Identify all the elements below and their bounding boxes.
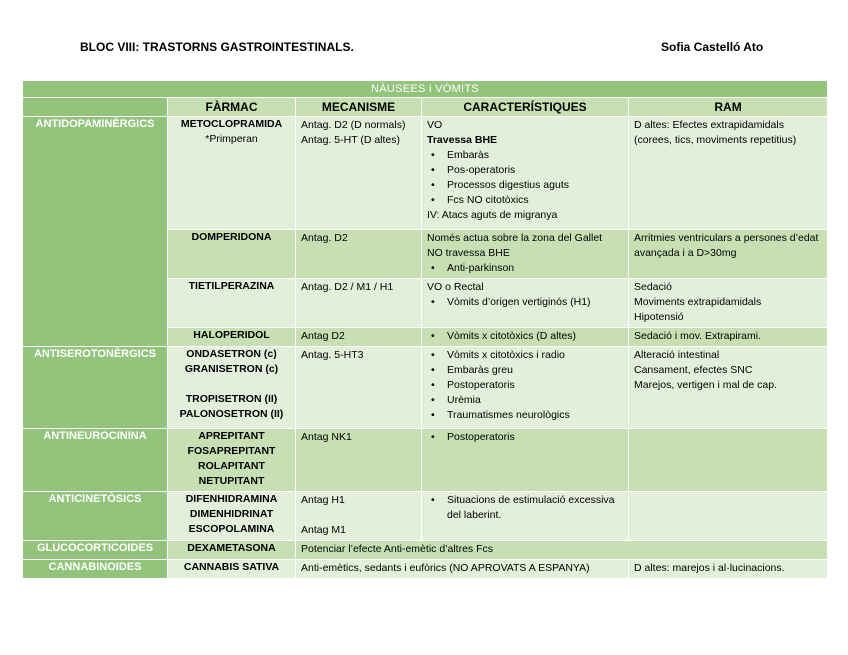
drug-cell [168,560,296,579]
list-item: • Postoperatoris [427,378,623,393]
drug-name: DIMENHIDRINAT [189,508,274,520]
characteristic-text: VO o Rectal [427,281,484,293]
characteristics-list [427,261,623,276]
mechanism-cell [296,560,629,579]
drug-name: TROPISETRON (II) [185,393,278,405]
drug-name: APREPITANT [198,430,265,442]
list-item: • Vòmits x citotòxics (D altes) [427,329,623,344]
characteristics-cell [422,347,629,429]
list-item: • Traumatismes neurològics [427,408,623,423]
group-glucocorticoides: GLUCOCORTICOIDES [23,541,168,560]
group-antidopaminergics: ANTIDOPAMINÈRGICS [23,117,168,347]
mechanism-text: Antag NK1 [301,431,352,443]
mechanism-text: Antag. D2 / M1 / H1 [301,281,394,293]
list-item: • Urèmia [427,393,623,408]
drug-name: DOMPERIDONA [191,231,272,243]
drug-cell [168,328,296,347]
ram-cell [629,560,828,579]
list-item: • Embaràs [427,148,623,163]
list-item: • Vòmits x citotòxics i radio [427,348,623,363]
ram-text: D altes: Efectes extrapidamidals (corees, tics, moviments repetitius) [634,119,797,146]
drug-name: FOSAPREPITANT [187,445,276,457]
column-header-mecanisme: MECANISME [296,98,422,117]
characteristic-text: NO travessa BHE [427,247,510,259]
mechanism-cell [296,117,422,230]
drug-name: DIFENHIDRAMINA [185,493,278,505]
document-title: BLOC VIII: TRASTORNS GASTROINTESTINALS. [80,40,354,54]
drug-cell [168,279,296,328]
table-row [23,117,828,230]
characteristics-cell [422,117,629,230]
table-row [23,541,828,560]
ram-cell [629,328,828,347]
characteristics-cell [422,492,629,541]
ram-text: Hipotensió [634,311,684,323]
drug-name: HALOPERIDOL [193,329,270,341]
ram-cell [629,492,828,541]
list-item: • Processos digestius aguts [427,178,623,193]
column-header-blank [23,98,168,117]
table-row [23,560,828,579]
characteristics-list [427,329,623,344]
mechanism-text: Antag D2 [301,330,345,342]
characteristic-text: Només actua sobre la zona del Gallet [427,232,603,244]
group-anticinetosics: ANTICINETÒSICS [23,492,168,541]
drug-name: DEXAMETASONA [187,542,276,554]
group-antiserotonergics: ANTISEROTONÈRGICS [23,347,168,429]
characteristics-list [427,430,623,445]
characteristics-cell [422,230,629,279]
mechanism-cell [296,279,422,328]
mechanism-text: Potenciar l’efecte Anti-emètic d’altres Fcs [301,543,493,555]
column-header-row [23,98,828,117]
drug-cell [168,492,296,541]
nausea-vomiting-table [22,80,828,579]
mechanism-cell [296,230,422,279]
group-cannabinoides: CANNABINOIDES [23,560,168,579]
list-item: • Vòmits d’origen vertiginós (H1) [427,295,623,310]
list-item: • Situacions de estimulació excessiva del laberint. [427,493,623,523]
drug-name: CANNABIS SATIVA [183,561,280,573]
mechanism-cell [296,541,828,560]
ram-cell [629,279,828,328]
mechanism-text: Antag. D2 (D normals) [301,119,406,131]
ram-text: Moviments extrapidamidals [634,296,762,308]
mechanism-text: Anti-emètics, sedants i eufòrics (NO APROVATS A ESPANYA) [301,562,590,574]
drug-brand: *Primperan [205,133,258,145]
characteristic-text: VO [427,119,443,131]
list-item: • Anti-parkinson [427,261,623,276]
ram-cell [629,429,828,492]
characteristics-cell [422,328,629,347]
drug-cell [168,429,296,492]
table-banner: NÀUSEES i VÒMITS [23,81,828,98]
drug-name: ONDASETRON (c) [186,348,277,360]
column-header-ram: RAM [629,98,828,117]
drug-name: METOCLOPRAMIDA [180,118,283,130]
ram-text: Marejos, vertigen i mal de cap. [634,379,777,391]
drug-cell [168,541,296,560]
drug-name: PALONOSETRON (II) [179,408,284,420]
characteristic-text: IV: Atacs aguts de migranya [427,209,558,221]
characteristic-text: Travessa BHE [427,134,498,146]
table-row [23,347,828,429]
list-item: • Postoperatoris [427,430,623,445]
mechanism-cell [296,492,422,541]
mechanism-cell [296,429,422,492]
ram-cell [629,117,828,230]
mechanism-cell [296,328,422,347]
list-item: • Embaràs greu [427,363,623,378]
ram-cell [629,347,828,429]
drug-cell [168,347,296,429]
mechanism-text: Antag H1 [301,494,345,506]
column-header-farmac: FÀRMAC [168,98,296,117]
drug-name: TIETILPERAZINA [188,280,275,292]
characteristics-cell [422,429,629,492]
ram-text: Sedació [634,281,672,293]
mechanism-text: Antag M1 [301,524,346,536]
characteristics-list [427,295,623,310]
ram-cell [629,230,828,279]
characteristics-cell [422,279,629,328]
document-author: Sofia Castelló Ato [661,40,764,54]
drug-name: GRANISETRON (c) [184,363,279,375]
characteristics-list [427,493,623,523]
ram-text: Sedació i mov. Extrapirami. [634,330,762,342]
group-antineurocinina: ANTINEUROCININA [23,429,168,492]
mechanism-text: Antag. D2 [301,232,348,244]
list-item: • Pos-operatoris [427,163,623,178]
characteristics-list [427,348,623,423]
mechanism-text: Antag. 5-HT (D altes) [301,134,401,146]
characteristics-list [427,148,623,208]
list-item: • Fcs NO citotòxics [427,193,623,208]
drug-cell [168,117,296,230]
drug-name: NETUPITANT [198,475,265,487]
drug-name: ROLAPITANT [198,460,265,472]
drug-name: ESCOPOLAMINA [188,523,275,535]
ram-text: Cansament, efectes SNC [634,364,753,376]
drug-cell [168,230,296,279]
mechanism-cell [296,347,422,429]
ram-text: Arritmies ventriculars a persones d’edat avançada i a D>30mg [634,232,819,259]
ram-text: Alteració intestinal [634,349,720,361]
ram-text: D altes: marejos i al·lucinacions. [634,562,785,574]
document-header [0,38,848,58]
column-header-caracteristiques: CARACTERÍSTIQUES [422,98,629,117]
table-row [23,429,828,492]
table-row [23,492,828,541]
mechanism-text: Antag. 5-HT3 [301,349,364,361]
